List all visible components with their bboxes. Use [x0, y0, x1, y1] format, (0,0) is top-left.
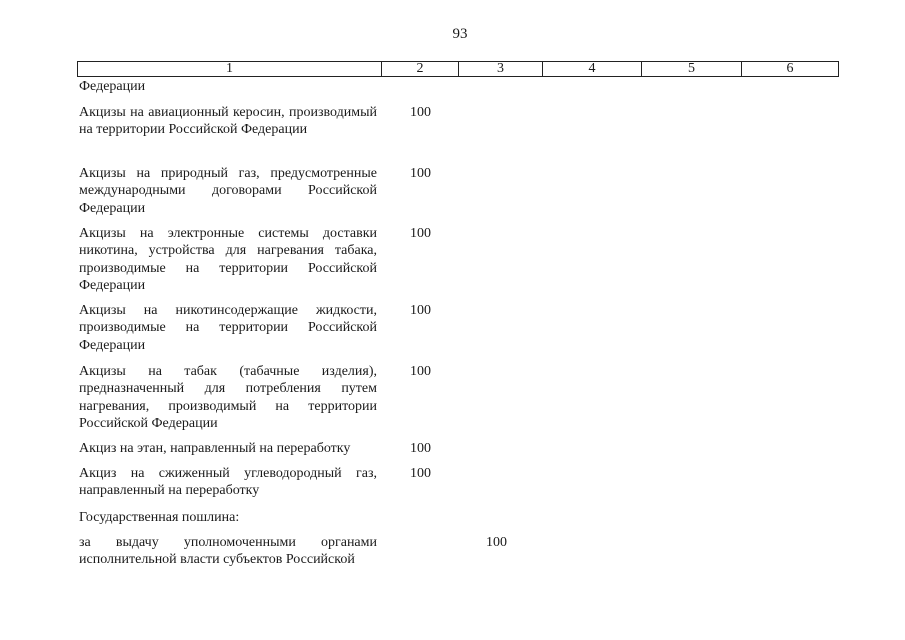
row-value-col2: 100 [410, 466, 431, 481]
row-name: Акцизы на природный газ, предусмотренные международными договорами Российской Федерации [79, 166, 377, 216]
row-name: Федерации [79, 79, 146, 94]
table-row [79, 440, 839, 457]
row-name: Акцизы на электронные системы доставки никотина, устройства для нагревания табака, производимые на территории Российской Федерации [79, 226, 377, 293]
column-header-3: 3 [459, 62, 543, 76]
table-row [79, 465, 839, 500]
column-header-5: 5 [642, 62, 742, 76]
row-value-col3: 100 [486, 535, 507, 550]
table-row [79, 534, 839, 569]
column-header-6: 6 [786, 61, 794, 76]
table-row [79, 363, 839, 432]
page-number: 93 [452, 26, 468, 42]
row-name: за выдачу уполномоченными органами исполнительной власти субъектов Российской [79, 535, 377, 568]
row-name: Государственная пошлина: [79, 510, 240, 525]
table-row [79, 104, 839, 139]
table-row [79, 225, 839, 294]
row-value-col2: 100 [410, 441, 431, 456]
row-name: Акцизы на табак (табачные изделия), предназначенный для потребления путем нагревания, производимый на территории Российской Федерации [79, 364, 377, 431]
row-value-col2: 100 [410, 105, 431, 120]
row-name: Акциз на сжиженный углеводородный газ, направленный на переработку [79, 466, 377, 499]
row-value-col2: 100 [410, 226, 431, 241]
row-value-col2: 100 [410, 364, 431, 379]
column-header-2: 2 [382, 62, 459, 76]
table-column-header [77, 61, 839, 77]
row-value-col2: 100 [410, 303, 431, 318]
column-header-4: 4 [543, 62, 642, 76]
row-value-col2: 100 [410, 166, 431, 181]
row-name: Акциз на этан, направленный на переработку [79, 441, 351, 456]
table-row [79, 78, 839, 95]
table-row [79, 165, 839, 217]
row-name: Акцизы на никотинсодержащие жидкости, производимые на территории Российской Федерации [79, 303, 377, 353]
row-name: Акцизы на авиационный керосин, производимый на территории Российской Федерации [79, 105, 377, 138]
table-row [79, 302, 839, 354]
table-row [79, 509, 839, 526]
column-header-1: 1 [78, 62, 382, 76]
